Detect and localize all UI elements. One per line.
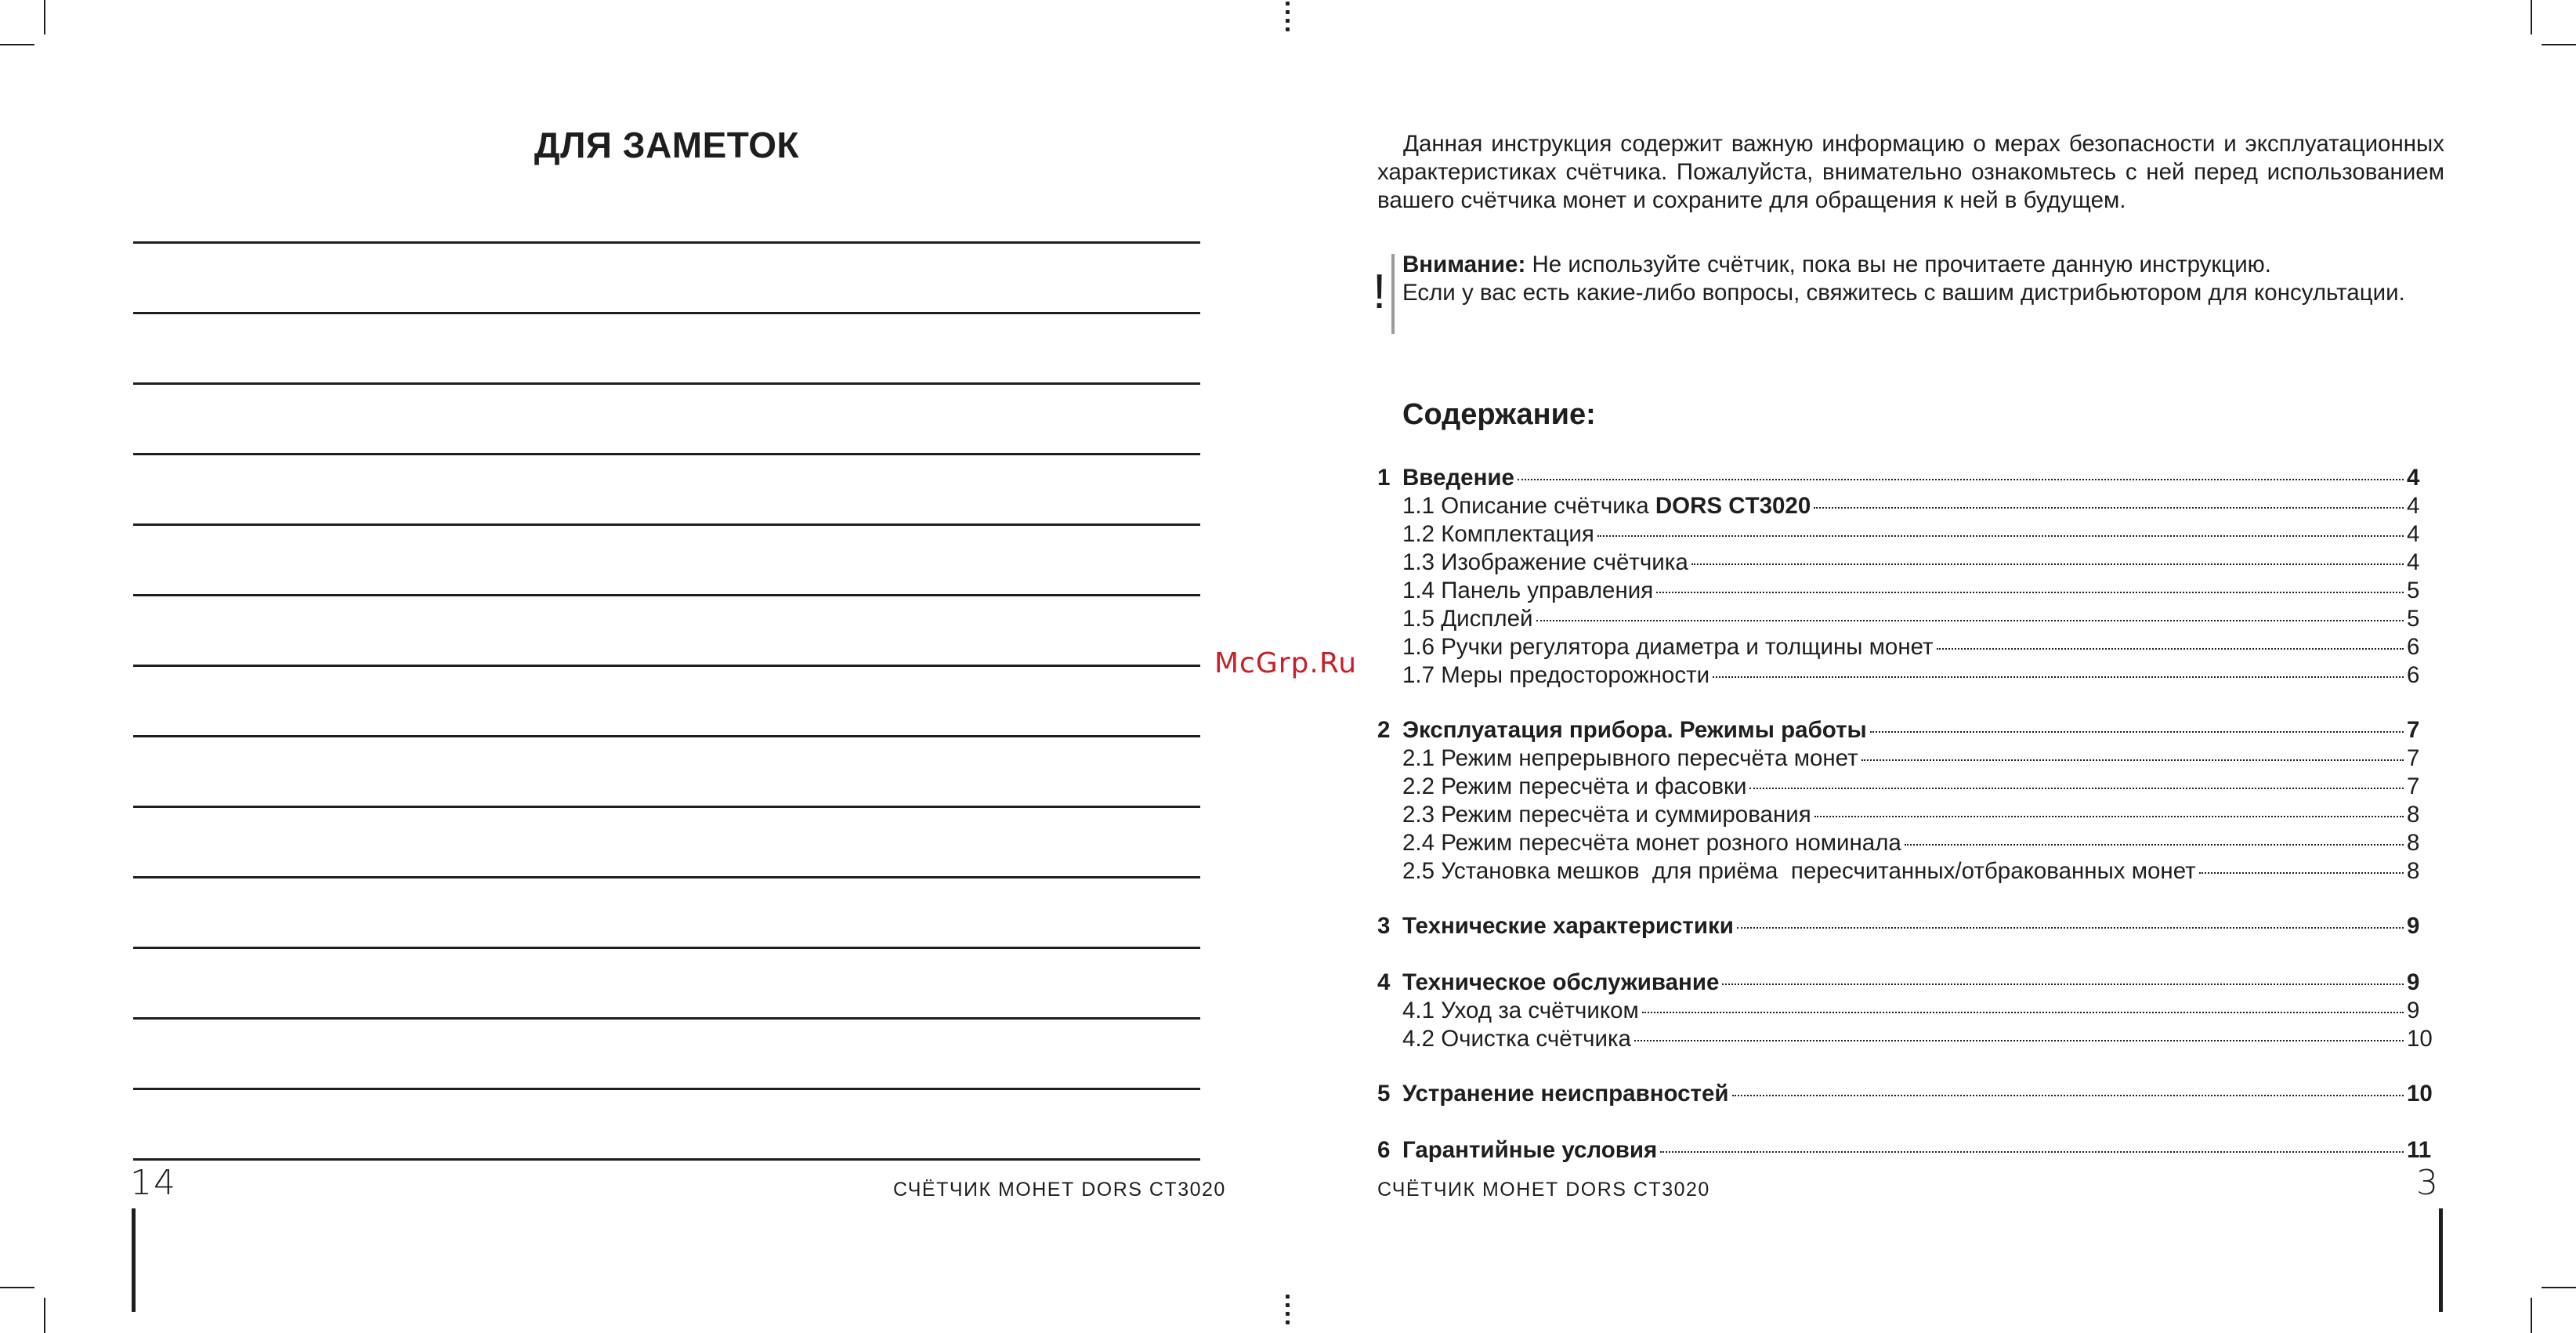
toc-leader	[1722, 983, 2404, 985]
toc-title	[1402, 744, 1858, 773]
toc-leader	[2199, 872, 2404, 874]
toc-title	[1402, 997, 1639, 1025]
toc-title	[1402, 633, 1934, 661]
toc-page-number: 5	[2407, 606, 2420, 632]
note-line	[133, 241, 1200, 244]
toc-subsection	[1377, 857, 2444, 886]
note-line	[133, 947, 1200, 949]
toc-page-number: 6	[2407, 662, 2420, 688]
toc-page-number: 4	[2407, 549, 2420, 575]
toc-title-text: 1.6 Ручки регулятора диаметра и толщины монет	[1402, 634, 1934, 660]
toc-subsection	[1377, 520, 2444, 549]
note-line	[133, 453, 1200, 455]
toc-title	[1402, 773, 1746, 801]
crop-mark	[2542, 1287, 2576, 1288]
toc-page-number: 9	[2407, 998, 2420, 1023]
note-line	[133, 876, 1200, 878]
toc-leader	[1861, 759, 2404, 761]
toc-title-text: Введение	[1402, 465, 1514, 491]
toc-title-text: 1.3 Изображение счётчика	[1402, 549, 1688, 575]
toc-leader	[1732, 1095, 2404, 1096]
crop-mark	[44, 1298, 45, 1333]
toc-subsection	[1377, 633, 2444, 661]
toc-title-text: 4.2 Очистка счётчика	[1402, 1026, 1631, 1052]
toc-leader	[1713, 676, 2404, 678]
toc-subsection	[1377, 549, 2444, 577]
toc-page-number: 10	[2407, 1026, 2433, 1052]
note-line	[133, 735, 1200, 737]
toc-page-number: 4	[2407, 493, 2420, 519]
toc-page-number: 4	[2407, 465, 2420, 491]
toc-leader	[1691, 563, 2404, 565]
toc-section	[1377, 716, 2444, 744]
toc-title-text: Техническое обслуживание	[1402, 969, 1720, 995]
note-line	[133, 1088, 1200, 1090]
toc-number: 2	[1377, 717, 1391, 743]
toc-title-text: 1.1 Описание счётчика	[1402, 493, 1655, 519]
page-edge-bar-right	[2439, 1208, 2443, 1312]
crop-mark	[44, 0, 45, 34]
toc-title-text: 1.4 Панель управления	[1402, 578, 1654, 603]
warning-line-1: Не используйте счётчик, пока вы не прочитаете данную инструкцию.	[1525, 252, 2272, 277]
note-line	[133, 806, 1200, 808]
toc-page-number: 7	[2407, 773, 2420, 799]
crop-mark	[2531, 0, 2532, 34]
toc-number: 1	[1377, 465, 1391, 491]
toc-title	[1402, 857, 2196, 886]
toc-page-number: 4	[2407, 521, 2420, 547]
toc-leader	[1937, 648, 2404, 650]
toc-leader	[1814, 816, 2404, 817]
toc-subsection	[1377, 744, 2444, 773]
running-footer-left: СЧЁТЧИК МОНЕТ DORS CT3020	[893, 1179, 1226, 1201]
page-number-left: 14	[130, 1163, 177, 1203]
toc-title	[1402, 549, 1688, 577]
toc-number: 4	[1377, 969, 1391, 995]
note-line	[133, 665, 1200, 667]
toc-leader	[1660, 1151, 2404, 1153]
toc-title-text: 2.3 Режим пересчёта и суммирования	[1402, 802, 1811, 828]
page-number-right: 3	[2416, 1163, 2440, 1203]
warning-line-2: Если у вас есть какие-либо вопросы, свяжитесь с вашим дистрибьютором для консультации.	[1402, 280, 2405, 306]
note-line	[133, 1017, 1200, 1020]
toc-heading: Содержание:	[1402, 398, 1596, 431]
toc-title	[1402, 716, 1867, 744]
intro-paragraph: Данная инструкция содержит важную информацию о мерах безопасности и эксплуатационных характеристиках счётчика. Пожалуйста, внимательно ознакомьтесь с ней перед использованием вашего счётчика монет и сохраните для обращения к ней в будущем.	[1377, 131, 2444, 213]
note-line	[133, 382, 1200, 385]
note-line	[133, 1158, 1200, 1161]
toc-subsection	[1377, 801, 2444, 829]
toc-title	[1402, 1136, 1657, 1165]
toc-leader	[1656, 592, 2404, 593]
toc-page-number: 9	[2407, 969, 2420, 995]
toc-subsection	[1377, 492, 2444, 520]
toc-page-number: 5	[2407, 578, 2420, 603]
toc-title	[1402, 912, 1734, 940]
note-line	[133, 312, 1200, 314]
toc-title	[1402, 801, 1811, 829]
toc-section	[1377, 969, 2444, 997]
toc-page-number: 8	[2407, 802, 2420, 828]
toc-leader	[1814, 507, 2404, 509]
toc-page-number: 9	[2407, 913, 2420, 939]
toc-title-text: 1.2 Комплектация	[1402, 521, 1594, 547]
toc-title-model: DORS CT3020	[1655, 493, 1811, 519]
toc-page-number: 7	[2407, 745, 2420, 771]
toc-page-number: 8	[2407, 858, 2420, 884]
crop-mark	[2542, 44, 2576, 45]
warning-text	[1402, 251, 2444, 307]
running-footer-right: СЧЁТЧИК МОНЕТ DORS CT3020	[1377, 1179, 1710, 1201]
toc-subsection	[1377, 1025, 2444, 1053]
toc-title-text: Технические характеристики	[1402, 913, 1734, 939]
toc-leader	[1597, 535, 2404, 537]
toc-title-text: 2.4 Режим пересчёта монет розного номинала	[1402, 830, 1901, 856]
toc-leader	[1737, 927, 2404, 929]
crop-mark	[0, 44, 34, 45]
toc-title	[1402, 605, 1533, 633]
toc-number: 5	[1377, 1081, 1391, 1107]
toc-number: 6	[1377, 1137, 1391, 1163]
fold-mark-bottom	[1286, 1295, 1290, 1329]
toc-subsection	[1377, 997, 2444, 1025]
toc-title-text: Гарантийные условия	[1402, 1137, 1658, 1163]
toc-section	[1377, 464, 2444, 492]
toc-section	[1377, 912, 2444, 940]
toc-title	[1402, 577, 1653, 605]
toc-section	[1377, 1080, 2444, 1108]
toc-page-number: 8	[2407, 830, 2420, 856]
toc-title	[1402, 829, 1901, 857]
warning-rule	[1391, 254, 1395, 334]
toc-leader	[1518, 479, 2404, 480]
toc-subsection	[1377, 661, 2444, 690]
toc-title-text: Эксплуатация прибора. Режимы работы	[1402, 717, 1867, 743]
toc-title-text: 4.1 Уход за счётчиком	[1402, 998, 1639, 1023]
warning-label: Внимание:	[1402, 252, 1526, 277]
toc-leader	[1642, 1012, 2404, 1013]
toc-title	[1402, 464, 1514, 492]
note-line	[133, 523, 1200, 526]
toc-title	[1402, 1080, 1729, 1108]
toc-title	[1402, 492, 1811, 520]
toc-title-text: 2.2 Режим пересчёта и фасовки	[1402, 773, 1747, 799]
toc-leader	[1536, 620, 2404, 621]
notes-title: ДЛЯ ЗАМЕТОК	[534, 125, 800, 165]
toc-leader	[1905, 844, 2404, 846]
toc-leader	[1634, 1040, 2404, 1041]
note-line	[133, 594, 1200, 596]
toc-title	[1402, 520, 1594, 549]
toc-title-text: 2.1 Режим непрерывного пересчёта монет	[1402, 745, 1858, 771]
exclamation-icon: !	[1373, 265, 1387, 319]
toc-page-number: 7	[2407, 717, 2420, 743]
toc-leader	[1870, 731, 2404, 733]
fold-mark-top	[1286, 2, 1290, 36]
toc-title	[1402, 661, 1709, 690]
toc-title-text: 2.5 Установка мешков для приёма пересчитанных/отбракованных монет	[1402, 858, 2196, 884]
toc-subsection	[1377, 773, 2444, 801]
toc-title	[1402, 1025, 1631, 1053]
toc-subsection	[1377, 829, 2444, 857]
toc-title-text: 1.7 Меры предосторожности	[1402, 662, 1710, 688]
toc-number: 3	[1377, 913, 1391, 939]
toc-title-text: 1.5 Дисплей	[1402, 606, 1533, 632]
toc-page-number: 11	[2407, 1137, 2432, 1163]
toc-subsection	[1377, 577, 2444, 605]
crop-mark	[2531, 1298, 2532, 1333]
toc-title-text: Устранение неисправностей	[1402, 1081, 1729, 1107]
toc-subsection	[1377, 605, 2444, 633]
toc-section	[1377, 1136, 2444, 1165]
toc-page-number: 6	[2407, 634, 2420, 660]
toc-page-number: 10	[2407, 1081, 2433, 1107]
toc-title	[1402, 969, 1719, 997]
toc-leader	[1749, 788, 2404, 789]
watermark: McGrp.Ru	[1214, 647, 1358, 679]
page-edge-bar-left	[132, 1208, 136, 1312]
crop-mark	[0, 1287, 34, 1288]
